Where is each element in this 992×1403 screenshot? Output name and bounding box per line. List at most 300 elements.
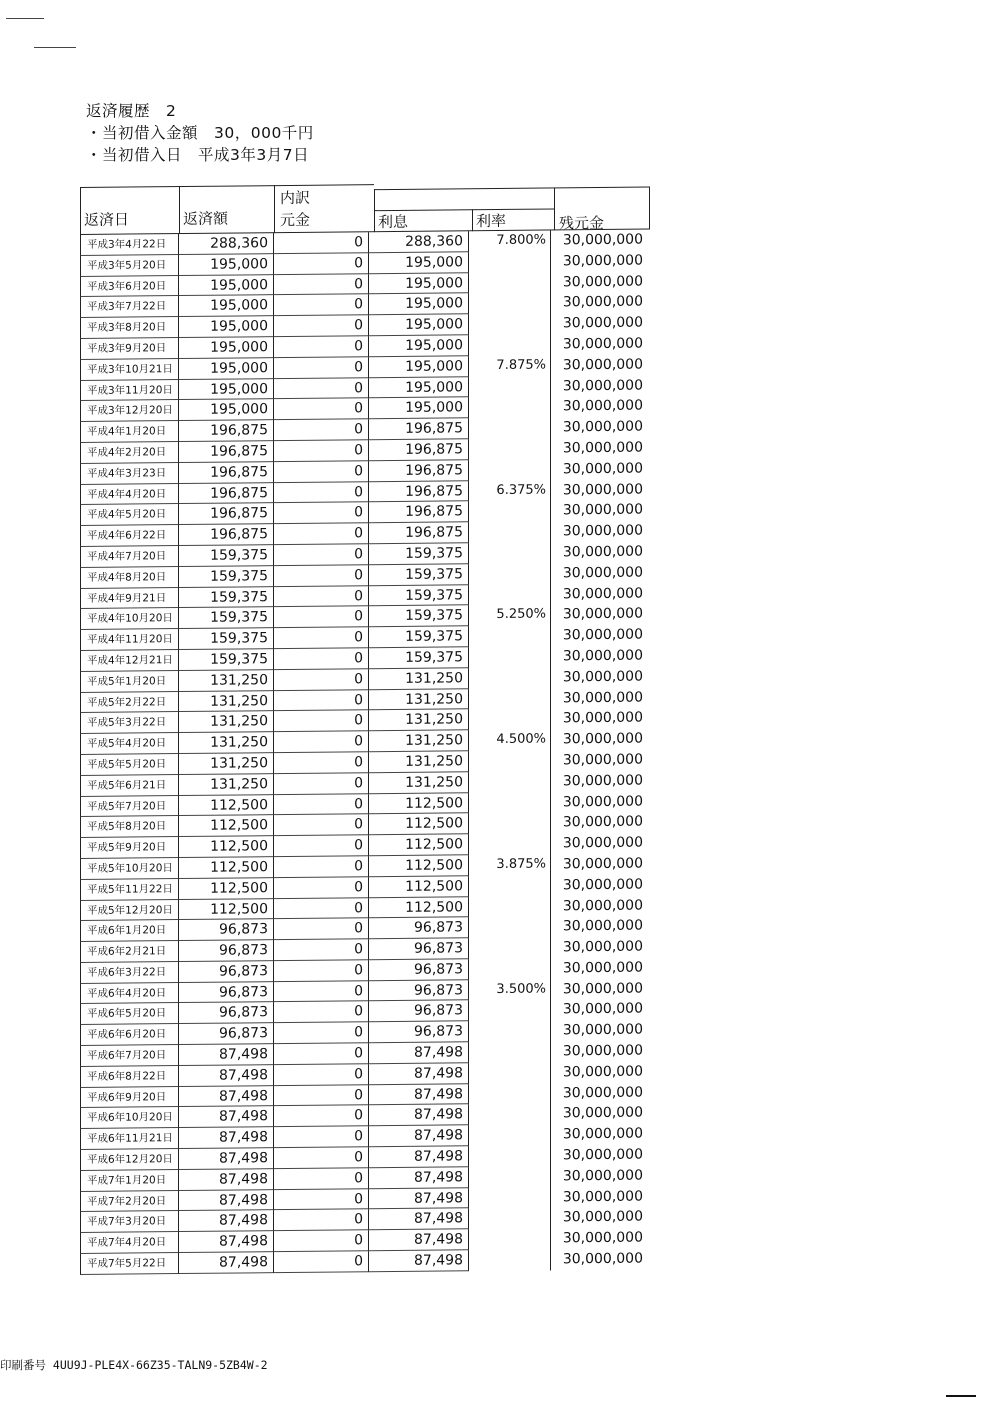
cell-principal: 0 xyxy=(274,711,369,733)
cell-date: 平成5年12月20日 xyxy=(80,900,179,922)
cell-payment: 87,498 xyxy=(179,1086,274,1108)
cell-payment: 196,875 xyxy=(179,524,274,546)
cell-principal: 0 xyxy=(274,1210,369,1232)
cell-rate xyxy=(469,293,551,315)
cell-principal: 0 xyxy=(274,1106,369,1128)
cell-principal: 0 xyxy=(274,1147,369,1169)
cell-date: 平成4年7月20日 xyxy=(80,546,179,568)
cell-rate xyxy=(469,376,551,398)
cell-principal: 0 xyxy=(274,607,369,629)
cell-balance: 30,000,000 xyxy=(562,273,643,290)
cell-payment: 87,498 xyxy=(179,1252,274,1274)
cell-date: 平成6年12月20日 xyxy=(80,1149,179,1171)
cell-interest: 196,875 xyxy=(369,418,469,440)
cell-rate xyxy=(469,1250,551,1272)
cell-principal: 0 xyxy=(274,1251,369,1273)
cell-interest: 159,375 xyxy=(369,564,469,586)
cell-date: 平成6年6月20日 xyxy=(80,1024,179,1046)
cell-rate xyxy=(469,1083,551,1105)
cell-payment: 112,500 xyxy=(179,836,274,858)
cell-date: 平成4年1月20日 xyxy=(80,421,179,443)
cell-principal: 0 xyxy=(274,274,369,296)
cell-principal: 0 xyxy=(274,544,369,566)
cell-payment: 131,250 xyxy=(179,711,274,733)
cell-payment: 288,360 xyxy=(179,233,274,255)
cell-rate xyxy=(469,667,551,689)
cell-interest: 196,875 xyxy=(369,522,469,544)
cell-interest: 196,875 xyxy=(369,439,469,461)
cell-balance: 30,000,000 xyxy=(562,668,643,686)
cell-interest: 196,875 xyxy=(369,460,469,482)
cell-principal: 0 xyxy=(274,648,369,670)
cell-payment: 96,873 xyxy=(179,1023,274,1045)
cell-rate xyxy=(469,1187,551,1209)
cell-rate xyxy=(469,522,551,544)
cell-payment: 96,873 xyxy=(179,919,274,941)
cell-balance: 30,000,000 xyxy=(562,356,643,374)
cell-payment: 87,498 xyxy=(179,1148,274,1170)
cell-principal: 0 xyxy=(274,232,369,254)
cell-date: 平成5年1月20日 xyxy=(80,671,179,693)
cell-interest: 87,498 xyxy=(369,1188,469,1210)
header-breakdown: 内訳 xyxy=(280,188,311,208)
cell-principal: 0 xyxy=(274,1126,369,1148)
cell-payment: 87,498 xyxy=(179,1044,274,1066)
cell-rate: 6.375% xyxy=(469,480,551,502)
cell-payment: 195,000 xyxy=(179,296,274,318)
cell-interest: 87,498 xyxy=(369,1042,469,1064)
cell-principal: 0 xyxy=(274,461,369,483)
cell-interest: 159,375 xyxy=(369,647,469,669)
table-header xyxy=(80,182,650,235)
cell-balance: 30,000,000 xyxy=(562,647,643,665)
cell-date: 平成6年8月22日 xyxy=(80,1066,179,1088)
cell-interest: 159,375 xyxy=(369,585,469,607)
cell-payment: 96,873 xyxy=(179,961,274,983)
cell-interest: 131,250 xyxy=(369,772,469,794)
cell-payment: 131,250 xyxy=(179,691,274,713)
cell-date: 平成6年11月21日 xyxy=(80,1128,179,1150)
cell-date: 平成3年7月22日 xyxy=(80,296,179,318)
cell-balance: 30,000,000 xyxy=(562,1001,643,1018)
cell-rate xyxy=(469,542,551,564)
cell-payment: 96,873 xyxy=(179,940,274,962)
print-number: 印刷番号 4UU9J-PLE4X-66Z35-TALN9-5ZB4W-2 xyxy=(0,1358,268,1372)
cell-principal: 0 xyxy=(274,357,369,379)
cell-payment: 112,500 xyxy=(179,857,274,879)
cell-balance: 30,000,000 xyxy=(562,439,643,457)
cell-interest: 87,498 xyxy=(369,1084,469,1106)
cell-interest: 96,873 xyxy=(369,959,469,981)
cell-payment: 195,000 xyxy=(179,358,274,380)
cell-rate xyxy=(469,501,551,523)
cell-principal: 0 xyxy=(274,295,369,317)
cell-interest: 195,000 xyxy=(369,335,469,357)
cell-date: 平成5年4月20日 xyxy=(80,733,179,755)
cell-payment: 195,000 xyxy=(179,316,274,338)
cell-balance: 30,000,000 xyxy=(562,1105,643,1122)
cell-principal: 0 xyxy=(274,1064,369,1086)
cell-interest: 195,000 xyxy=(369,377,469,399)
cell-principal: 0 xyxy=(274,1023,369,1045)
header-balance: 残元金 xyxy=(559,213,605,233)
cell-date: 平成3年10月21日 xyxy=(80,359,179,381)
cell-date: 平成6年7月20日 xyxy=(80,1045,179,1067)
cell-payment: 196,875 xyxy=(179,483,274,505)
cell-date: 平成6年1月20日 xyxy=(80,920,179,942)
cell-date: 平成5年6月21日 xyxy=(80,775,179,797)
cell-payment: 96,873 xyxy=(179,1003,274,1025)
cell-interest: 112,500 xyxy=(369,855,469,877)
cell-interest: 196,875 xyxy=(369,481,469,503)
cell-balance: 30,000,000 xyxy=(562,959,643,977)
cell-rate xyxy=(469,1166,551,1188)
cell-date: 平成4年11月20日 xyxy=(80,629,179,651)
cell-rate: 4.500% xyxy=(469,730,551,752)
cell-principal: 0 xyxy=(274,731,369,753)
initial-loan-date: ・当初借入日 平成3年3月7日 xyxy=(86,146,310,164)
cell-date: 平成3年5月20日 xyxy=(80,255,179,277)
cell-interest: 131,250 xyxy=(369,751,469,773)
cell-balance: 30,000,000 xyxy=(562,1021,643,1039)
cell-payment: 87,498 xyxy=(179,1231,274,1253)
cell-rate xyxy=(469,917,551,939)
cell-interest: 195,000 xyxy=(369,314,469,336)
cell-payment: 112,500 xyxy=(179,795,274,817)
cell-interest: 112,500 xyxy=(369,814,469,836)
cell-interest: 131,250 xyxy=(369,710,469,732)
cell-payment: 196,875 xyxy=(179,420,274,442)
cell-principal: 0 xyxy=(274,856,369,878)
cell-principal: 0 xyxy=(274,877,369,899)
cell-interest: 112,500 xyxy=(369,897,469,919)
cell-interest: 96,873 xyxy=(369,1022,469,1044)
cell-payment: 159,375 xyxy=(179,649,274,671)
cell-payment: 195,000 xyxy=(179,254,274,276)
scan-artifact-line xyxy=(6,18,44,19)
cell-interest: 112,500 xyxy=(369,834,469,856)
cell-rate xyxy=(469,1104,551,1126)
cell-balance: 30,000,000 xyxy=(562,397,643,415)
cell-rate xyxy=(469,834,551,856)
cell-rate xyxy=(469,1229,551,1251)
cell-interest: 195,000 xyxy=(369,273,469,295)
cell-payment: 87,498 xyxy=(179,1065,274,1087)
cell-interest: 96,873 xyxy=(369,1001,469,1023)
cell-principal: 0 xyxy=(274,898,369,920)
cell-balance: 30,000,000 xyxy=(562,460,643,478)
cell-principal: 0 xyxy=(274,627,369,649)
cell-payment: 196,875 xyxy=(179,462,274,484)
cell-rate xyxy=(469,563,551,585)
cell-payment: 131,250 xyxy=(179,774,274,796)
initial-loan-amount: ・当初借入金額 30，000千円 xyxy=(86,124,314,142)
cell-principal: 0 xyxy=(274,794,369,816)
cell-payment: 195,000 xyxy=(179,337,274,359)
cell-balance: 30,000,000 xyxy=(562,377,643,394)
cell-interest: 131,250 xyxy=(369,689,469,711)
cell-balance: 30,000,000 xyxy=(562,501,643,519)
cell-payment: 159,375 xyxy=(179,628,274,650)
cell-rate xyxy=(469,1125,551,1147)
cell-date: 平成6年4月20日 xyxy=(80,983,179,1005)
cell-balance: 30,000,000 xyxy=(562,772,643,790)
cell-balance: 30,000,000 xyxy=(562,709,643,727)
cell-balance: 30,000,000 xyxy=(562,917,643,935)
cell-payment: 112,500 xyxy=(179,899,274,921)
cell-date: 平成6年2月21日 xyxy=(80,941,179,963)
cell-payment: 112,500 xyxy=(179,815,274,837)
cell-rate xyxy=(469,584,551,606)
cell-rate xyxy=(469,958,551,980)
cell-interest: 112,500 xyxy=(369,793,469,815)
cell-interest: 87,498 xyxy=(369,1209,469,1231)
cell-principal: 0 xyxy=(274,919,369,941)
cell-rate xyxy=(469,626,551,648)
cell-balance: 30,000,000 xyxy=(562,730,643,748)
cell-rate xyxy=(469,272,551,294)
cell-balance: 30,000,000 xyxy=(562,689,643,706)
cell-balance: 30,000,000 xyxy=(562,1167,643,1185)
cell-date: 平成7年4月20日 xyxy=(80,1232,179,1254)
cell-balance: 30,000,000 xyxy=(562,1125,643,1143)
cell-rate xyxy=(469,438,551,460)
cell-interest: 96,873 xyxy=(369,980,469,1002)
cell-payment: 112,500 xyxy=(179,878,274,900)
cell-date: 平成4年3月23日 xyxy=(80,463,179,485)
cell-rate xyxy=(469,792,551,814)
cell-balance: 30,000,000 xyxy=(562,855,643,873)
cell-interest: 196,875 xyxy=(369,502,469,524)
table-row xyxy=(80,1249,650,1275)
cell-rate xyxy=(469,1146,551,1168)
cell-rate xyxy=(469,1000,551,1022)
cell-date: 平成5年3月22日 xyxy=(80,712,179,734)
cell-date: 平成5年5月20日 xyxy=(80,754,179,776)
cell-rate xyxy=(469,459,551,481)
cell-interest: 87,498 xyxy=(369,1105,469,1127)
cell-interest: 288,360 xyxy=(369,231,469,253)
cell-principal: 0 xyxy=(274,565,369,587)
cell-payment: 195,000 xyxy=(179,379,274,401)
cell-date: 平成5年9月20日 xyxy=(80,837,179,859)
cell-balance: 30,000,000 xyxy=(562,980,643,998)
cell-rate xyxy=(469,896,551,918)
cell-date: 平成4年4月20日 xyxy=(80,484,179,506)
cell-principal: 0 xyxy=(274,1230,369,1252)
cell-interest: 87,498 xyxy=(369,1126,469,1148)
cell-balance: 30,000,000 xyxy=(562,293,643,311)
cell-interest: 87,498 xyxy=(369,1230,469,1252)
cell-interest: 112,500 xyxy=(369,876,469,898)
cell-interest: 87,498 xyxy=(369,1167,469,1189)
cell-date: 平成5年7月20日 xyxy=(80,796,179,818)
cell-date: 平成3年8月20日 xyxy=(80,317,179,339)
cell-payment: 87,498 xyxy=(179,1211,274,1233)
cell-payment: 87,498 xyxy=(179,1107,274,1129)
cell-payment: 131,250 xyxy=(179,753,274,775)
cell-rate xyxy=(469,813,551,835)
cell-balance: 30,000,000 xyxy=(562,314,643,332)
cell-interest: 96,873 xyxy=(369,938,469,960)
cell-rate xyxy=(469,688,551,710)
header-payment: 返済額 xyxy=(183,209,229,229)
cell-date: 平成7年5月22日 xyxy=(80,1253,179,1275)
cell-payment: 87,498 xyxy=(179,1190,274,1212)
cell-date: 平成4年12月21日 xyxy=(80,650,179,672)
cell-principal: 0 xyxy=(274,752,369,774)
cell-date: 平成3年11月20日 xyxy=(80,380,179,402)
cell-balance: 30,000,000 xyxy=(562,605,643,623)
cell-rate xyxy=(469,875,551,897)
cell-payment: 96,873 xyxy=(179,982,274,1004)
cell-payment: 196,875 xyxy=(179,503,274,525)
cell-rate: 7.800% xyxy=(469,230,551,252)
cell-balance: 30,000,000 xyxy=(562,418,643,436)
cell-date: 平成5年10月20日 xyxy=(80,858,179,880)
cell-rate xyxy=(469,771,551,793)
cell-principal: 0 xyxy=(274,1043,369,1065)
cell-principal: 0 xyxy=(274,981,369,1003)
cell-balance: 30,000,000 xyxy=(562,543,643,561)
cell-date: 平成5年11月22日 xyxy=(80,879,179,901)
cell-balance: 30,000,000 xyxy=(562,1209,643,1226)
cell-principal: 0 xyxy=(274,523,369,545)
cell-balance: 30,000,000 xyxy=(562,585,643,602)
cell-interest: 159,375 xyxy=(369,606,469,628)
cell-rate: 7.875% xyxy=(469,355,551,377)
cell-interest: 159,375 xyxy=(369,543,469,565)
cell-date: 平成4年8月20日 xyxy=(80,567,179,589)
cell-interest: 87,498 xyxy=(369,1250,469,1272)
cell-interest: 131,250 xyxy=(369,668,469,690)
cell-rate xyxy=(469,709,551,731)
cell-date: 平成4年2月20日 xyxy=(80,442,179,464)
cell-rate: 5.250% xyxy=(469,605,551,627)
cell-date: 平成3年9月20日 xyxy=(80,338,179,360)
cell-principal: 0 xyxy=(274,669,369,691)
cell-principal: 0 xyxy=(274,1085,369,1107)
cell-payment: 196,875 xyxy=(179,441,274,463)
cell-payment: 159,375 xyxy=(179,607,274,629)
cell-balance: 30,000,000 xyxy=(562,335,643,353)
cell-interest: 195,000 xyxy=(369,294,469,316)
cell-date: 平成7年2月20日 xyxy=(80,1191,179,1213)
cell-rate xyxy=(469,314,551,336)
cell-rate xyxy=(469,938,551,960)
cell-interest: 195,000 xyxy=(369,356,469,378)
header-principal: 元金 xyxy=(280,210,311,230)
cell-balance: 30,000,000 xyxy=(562,897,643,914)
cell-rate xyxy=(469,1208,551,1230)
cell-balance: 30,000,000 xyxy=(562,626,643,644)
cell-payment: 195,000 xyxy=(179,400,274,422)
cell-balance: 30,000,000 xyxy=(562,834,643,852)
cell-balance: 30,000,000 xyxy=(562,1229,643,1247)
cell-balance: 30,000,000 xyxy=(562,231,643,249)
document-title: 返済履歴 2 xyxy=(86,102,177,120)
cell-principal: 0 xyxy=(274,378,369,400)
cell-principal: 0 xyxy=(274,773,369,795)
cell-payment: 159,375 xyxy=(179,545,274,567)
cell-date: 平成6年3月22日 xyxy=(80,962,179,984)
cell-balance: 30,000,000 xyxy=(562,1063,643,1081)
cell-date: 平成4年10月20日 xyxy=(80,608,179,630)
cell-balance: 30,000,000 xyxy=(562,1188,643,1206)
cell-balance: 30,000,000 xyxy=(562,481,643,498)
cell-balance: 30,000,000 xyxy=(562,1250,643,1268)
cell-principal: 0 xyxy=(274,399,369,421)
cell-balance: 30,000,000 xyxy=(562,1084,643,1102)
cell-principal: 0 xyxy=(274,1168,369,1190)
cell-principal: 0 xyxy=(274,419,369,441)
header-date: 返済日 xyxy=(84,210,130,229)
cell-principal: 0 xyxy=(274,482,369,504)
cell-interest: 131,250 xyxy=(369,730,469,752)
cell-interest: 87,498 xyxy=(369,1063,469,1085)
cell-interest: 159,375 xyxy=(369,626,469,648)
cell-interest: 195,000 xyxy=(369,398,469,420)
cell-principal: 0 xyxy=(274,815,369,837)
cell-date: 平成6年10月20日 xyxy=(80,1108,179,1130)
cell-principal: 0 xyxy=(274,336,369,358)
cell-rate xyxy=(469,750,551,772)
cell-principal: 0 xyxy=(274,835,369,857)
cell-principal: 0 xyxy=(274,939,369,961)
cell-balance: 30,000,000 xyxy=(562,938,643,956)
cell-interest: 87,498 xyxy=(369,1146,469,1168)
cell-rate xyxy=(469,418,551,440)
cell-payment: 131,250 xyxy=(179,670,274,692)
cell-interest: 96,873 xyxy=(369,918,469,940)
cell-rate xyxy=(469,1042,551,1064)
cell-balance: 30,000,000 xyxy=(562,1042,643,1060)
cell-rate xyxy=(469,646,551,668)
cell-principal: 0 xyxy=(274,960,369,982)
cell-principal: 0 xyxy=(274,1002,369,1024)
cell-rate: 3.875% xyxy=(469,854,551,876)
cell-rate xyxy=(469,1021,551,1043)
scan-artifact-line xyxy=(946,1395,976,1397)
cell-interest: 195,000 xyxy=(369,252,469,274)
table-body xyxy=(80,230,650,1275)
cell-rate xyxy=(469,397,551,419)
header-interest: 利息 xyxy=(378,212,409,232)
cell-date: 平成7年3月20日 xyxy=(80,1212,179,1234)
cell-balance: 30,000,000 xyxy=(562,522,643,540)
cell-date: 平成6年5月20日 xyxy=(80,1004,179,1026)
cell-date: 平成3年6月20日 xyxy=(80,276,179,298)
cell-date: 平成6年9月20日 xyxy=(80,1087,179,1109)
cell-rate: 3.500% xyxy=(469,979,551,1001)
cell-principal: 0 xyxy=(274,586,369,608)
cell-payment: 159,375 xyxy=(179,587,274,609)
cell-payment: 131,250 xyxy=(179,732,274,754)
cell-date: 平成3年4月22日 xyxy=(80,234,179,256)
cell-date: 平成4年5月20日 xyxy=(80,504,179,526)
cell-date: 平成5年8月20日 xyxy=(80,816,179,838)
cell-payment: 195,000 xyxy=(179,275,274,297)
cell-payment: 87,498 xyxy=(179,1169,274,1191)
header-rate: 利率 xyxy=(476,211,507,231)
cell-balance: 30,000,000 xyxy=(562,751,643,769)
repayment-history-table xyxy=(80,182,650,1275)
cell-date: 平成4年9月21日 xyxy=(80,588,179,610)
cell-rate xyxy=(469,251,551,273)
cell-rate xyxy=(469,1062,551,1084)
cell-principal: 0 xyxy=(274,253,369,275)
cell-balance: 30,000,000 xyxy=(562,1146,643,1164)
